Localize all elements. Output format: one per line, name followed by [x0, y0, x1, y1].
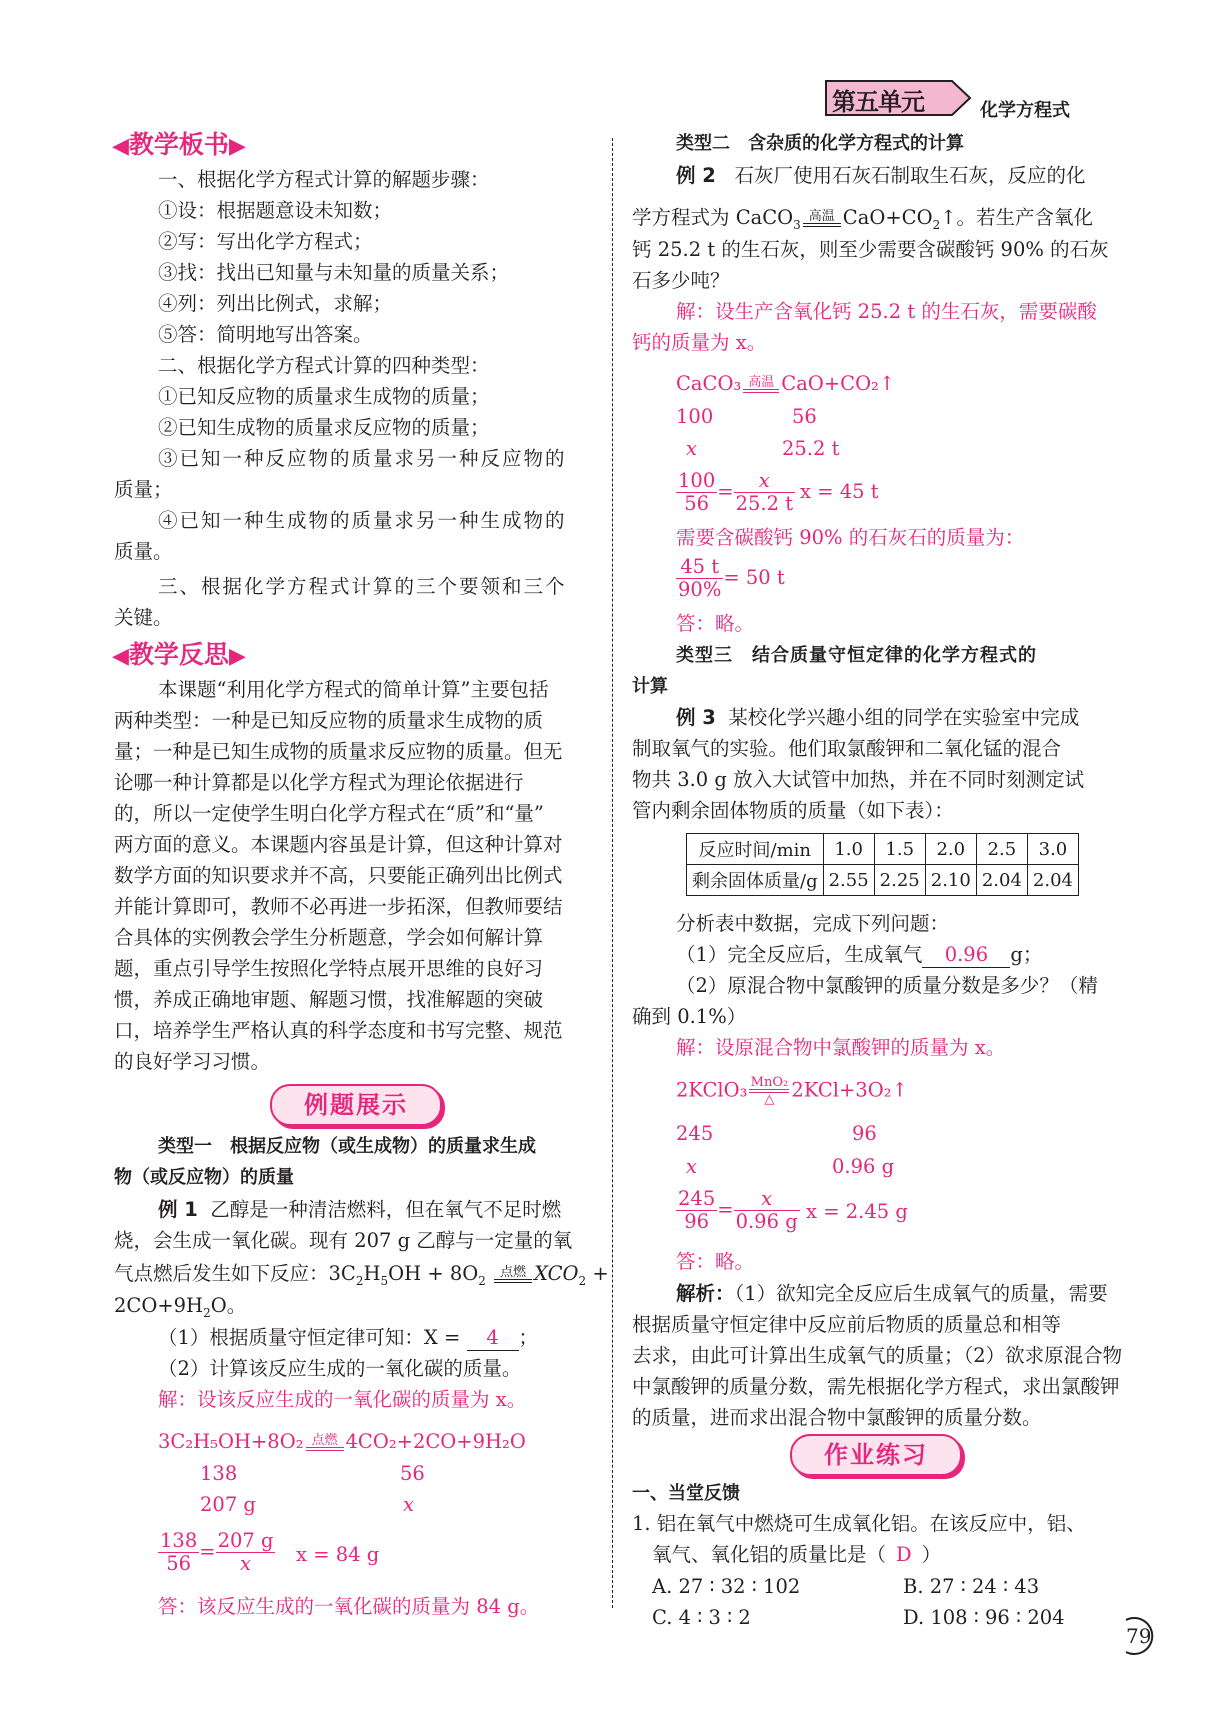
type3-heading-cont: 计算: [632, 676, 668, 697]
example2-proportion2: $\frac{45 t}{90\%}$ = 50 t: [678, 555, 785, 601]
example2-solution: 钙的质量为 x。: [632, 331, 767, 354]
option-b: B. 27 ∶ 24 ∶ 43: [903, 1575, 1040, 1598]
example1-label: 例 1: [158, 1198, 198, 1221]
example3-ratio: 245: [676, 1122, 714, 1145]
reflect-line: 本课题“利用化学方程式的简单计算”主要包括: [158, 678, 549, 701]
homework-q1-cont: 氧气、氧化铝的质量比是（ D ）: [652, 1543, 942, 1566]
board-line: 质量；: [114, 478, 173, 501]
board-line: ⑤答：简明地写出答案。: [158, 323, 373, 346]
reflect-line: 惯，养成正确地审题、解题习惯，找准解题的突破: [114, 988, 544, 1011]
example3-q1: （1）完全反应后，生成氧气 0.96 g；: [676, 943, 1043, 966]
reflect-heading: ◀教学反思▶: [112, 640, 246, 669]
example1-ratio: 207 g: [200, 1493, 256, 1516]
example2-equation-line: 学方程式为 CaCO$_3$ 高温 $CaO+CO_2↑$。若生产含氧化: [632, 206, 1094, 232]
reflect-line: 合具体的实例教会学生分析题意，学会如何解计算: [114, 926, 544, 949]
data-table: [686, 833, 1079, 896]
examples-pill: 例题展示: [270, 1084, 442, 1126]
table-cell: 2.04: [1027, 865, 1078, 896]
board-line: 二、根据化学方程式计算的四种类型：: [158, 354, 490, 377]
answer-choice: D: [896, 1543, 912, 1566]
example3-answer: 答：略。: [676, 1250, 755, 1273]
homework-section: 一、当堂反馈: [632, 1483, 740, 1504]
example3-ratio: 0.96 g: [832, 1155, 895, 1178]
type1-heading: 类型一 根据反应物（或生成物）的质量求生成: [158, 1136, 536, 1157]
homework-pill: 作业练习: [790, 1434, 962, 1476]
page-number: 79: [1126, 1624, 1152, 1648]
example3-q0: 分析表中数据，完成下列问题：: [676, 912, 950, 935]
example2-proportion: $\frac{100}{56}$ = $\frac{x}{25.2 t}$: [678, 469, 794, 515]
example3-ratio: 96: [852, 1122, 877, 1145]
example2-solution-equation: CaCO₃ 高温 CaO+CO₂↑: [676, 372, 896, 395]
left-triangle-icon: ◀: [112, 134, 129, 159]
reflect-line: 两方面的意义。本课题内容虽是计算，但这种计算对: [114, 833, 563, 856]
analysis-line: 根据质量守恒定律中反应前后物质的质量总和相等: [632, 1313, 1062, 1336]
table-cell: 2.25: [874, 865, 925, 896]
table-cell: 2.10: [925, 865, 976, 896]
example3-label: 例 3: [676, 706, 716, 729]
table-cell: 1.0: [823, 834, 874, 865]
reflect-line: 数学方面的知识要求并不高，只要能正确列出比例式: [114, 864, 563, 887]
board-line: ②已知生成物的质量求反应物的质量；: [158, 416, 490, 439]
example2-ratio: x: [686, 437, 697, 460]
example2-line: 石多少吨？: [632, 269, 730, 292]
table-cell: 2.04: [976, 865, 1027, 896]
example1-q1: （1）根据质量守恒定律可知：X = 4 ；: [158, 1326, 539, 1349]
page-number-badge: [1118, 1616, 1174, 1656]
table-row: [687, 865, 1079, 896]
example1-equation-cont: $2CO+9H_2O$。: [114, 1294, 247, 1320]
example1-solution-equation: 3C₂H₅OH+8O₂ 点燃 4CO₂+2CO+9H₂O: [158, 1430, 526, 1453]
reflect-line: 并能计算即可，教师不必再进一步拓深，但教师要结: [114, 895, 563, 918]
example3-proportion: $\frac{245}{96}$ = $\frac{x}{0.96 g}$: [678, 1187, 798, 1233]
reaction-condition: 高温: [808, 209, 835, 224]
board-line: ②写：写出化学方程式；: [158, 230, 373, 253]
example1-line: 烧，会生成一氧化碳。现有 207 g 乙醇与一定量的氧: [114, 1229, 573, 1252]
board-line: 三、根据化学方程式计算的三个要领和三个: [158, 575, 567, 598]
unit-badge: [822, 78, 972, 118]
example1-solution: 解：设该反应生成的一氧化碳的质量为 x。: [158, 1388, 527, 1411]
board-line: ③找：找出已知量与未知量的质量关系；: [158, 261, 510, 284]
example3-line: 例 3 某校化学兴趣小组的同学在实验室中完成: [676, 706, 1080, 729]
answer-blank: 4: [467, 1326, 519, 1351]
example3-q2: （2）原混合物中氯酸钾的质量分数是多少？（精: [676, 974, 1098, 997]
column-divider: [612, 138, 613, 1608]
reaction-condition: 点燃: [500, 1265, 527, 1280]
reflect-line: 的良好学习习惯。: [114, 1050, 271, 1073]
example3-result: x = 2.45 g: [806, 1200, 908, 1223]
table-cell: 剩余固体质量/g: [687, 865, 824, 896]
example1-proportion: $\frac{138}{56}$ = $\frac{207 g}{x}$: [160, 1529, 274, 1575]
board-line: 关键。: [114, 606, 173, 629]
board-line: ④已知一种生成物的质量求另一种生成物的: [158, 509, 567, 532]
example1-ratio: 138: [200, 1462, 238, 1485]
example2-ratio: 100: [676, 405, 714, 428]
example2-need: 需要含碳酸钙 90% 的石灰石的质量为：: [676, 526, 1025, 549]
right-triangle-icon: ▶: [228, 644, 246, 669]
analysis-line: 的质量，进而求出混合物中氯酸钾的质量分数。: [632, 1406, 1042, 1429]
board-line: ①已知反应物的质量求生成物的质量；: [158, 385, 490, 408]
example1-result: x = 84 g: [296, 1543, 380, 1566]
reflect-line: 论哪一种计算都是以化学方程式为理论依据进行: [114, 771, 524, 794]
left-triangle-icon: ◀: [112, 644, 129, 669]
example2-ratio: 56: [792, 405, 817, 428]
right-triangle-icon: ▶: [228, 134, 246, 159]
board-line: ①设：根据题意设未知数；: [158, 199, 393, 222]
example1-equation-line: 气点燃后发生如下反应：$3C_2H_5OH + 8O_2$ 点燃 $XCO_2$ +: [114, 1262, 609, 1288]
board-line: 质量。: [114, 540, 173, 563]
example2-answer: 答：略。: [676, 612, 755, 635]
reflect-line: 题，重点引导学生按照化学特点展开思维的良好习: [114, 957, 544, 980]
board-line: ③已知一种反应物的质量求另一种反应物的: [158, 447, 567, 470]
table-cell: 1.5: [874, 834, 925, 865]
example1-line: 例 1 乙醇是一种清洁燃料，但在氧气不足时燃: [158, 1198, 562, 1221]
unit-badge-text: 第五单元: [832, 88, 924, 116]
example1-ratio: 56: [400, 1462, 425, 1485]
table-cell: 2.0: [925, 834, 976, 865]
example3-line: 管内剩余固体物质的质量（如下表）：: [632, 799, 954, 822]
board-line: ④列：列出比例式，求解；: [158, 292, 393, 315]
table-cell: 3.0: [1027, 834, 1078, 865]
reflect-line: 口，培养学生严格认真的科学态度和书写完整、规范: [114, 1019, 563, 1042]
answer-blank: 0.96: [922, 943, 1010, 968]
example2-label: 例 2: [676, 164, 716, 187]
board-line: 一、根据化学方程式计算的解题步骤：: [158, 168, 490, 191]
analysis-line: 解析：（1）欲知完全反应后生成氧气的质量，需要: [676, 1282, 1108, 1305]
example2-line: 例 2 石灰厂使用石灰石制取生石灰，反应的化: [676, 164, 1086, 187]
table-cell: 反应时间/min: [687, 834, 824, 865]
reflect-line: 量；一种是已知生成物的质量求反应物的质量。但无: [114, 740, 563, 763]
analysis-line: 去求，由此可计算出生成氧气的质量；（2）欲求原混合物: [632, 1344, 1123, 1367]
unit-title: 化学方程式: [980, 100, 1070, 121]
homework-q1: 1. 铝在氧气中燃烧可生成氧化铝。在该反应中，铝、: [632, 1512, 1086, 1535]
example2-ratio: 25.2 t: [782, 437, 840, 460]
analysis-label: 解析：: [676, 1282, 735, 1305]
option-a: A. 27 ∶ 32 ∶ 102: [652, 1575, 801, 1598]
example1-answer: 答：该反应生成的一氧化碳的质量为 84 g。: [158, 1595, 540, 1618]
example1-q2: （2）计算该反应生成的一氧化碳的质量。: [158, 1357, 522, 1380]
analysis-line: 中氯酸钾的质量分数，需先根据化学方程式，求出氯酸钾: [632, 1375, 1120, 1398]
example2-line: 钙 25.2 t 的生石灰，则至少需要含碳酸钙 90% 的石灰: [632, 238, 1109, 261]
option-d: D. 108 ∶ 96 ∶ 204: [903, 1606, 1065, 1629]
example3-ratio: x: [686, 1155, 697, 1178]
example1-ratio: x: [403, 1493, 414, 1516]
example3-line: 物共 3.0 g 放入大试管中加热，并在不同时刻测定试: [632, 768, 1085, 791]
table-cell: 2.55: [823, 865, 874, 896]
type3-heading: 类型三 结合质量守恒定律的化学方程式的: [676, 645, 1037, 666]
example2-solution: 解：设生产含氧化钙 25.2 t 的生石灰，需要碳酸: [676, 300, 1097, 323]
type1-heading-cont: 物（或反应物）的质量: [114, 1167, 294, 1188]
example3-solution-equation: 2KClO₃ MnO₂ △ 2KCl+3O₂↑: [676, 1075, 908, 1107]
option-c: C. 4 ∶ 3 ∶ 2: [652, 1606, 751, 1629]
example3-solution: 解：设原混合物中氯酸钾的质量为 x。: [676, 1036, 1006, 1059]
example3-line: 制取氧气的实验。他们取氯酸钾和二氧化锰的混合: [632, 737, 1062, 760]
board-heading: ◀教学板书▶: [112, 130, 246, 159]
example2-result: x = 45 t: [800, 480, 879, 503]
reflect-line: 的，所以一定使学生明白化学方程式在“质”和“量”: [114, 802, 544, 825]
example3-q2-cont: 确到 0.1%）: [632, 1005, 747, 1028]
type2-heading: 类型二 含杂质的化学方程式的计算: [676, 133, 964, 154]
table-row: [687, 834, 1079, 865]
reflect-line: 两种类型：一种是已知反应物的质量求生成物的质: [114, 709, 544, 732]
table-cell: 2.5: [976, 834, 1027, 865]
